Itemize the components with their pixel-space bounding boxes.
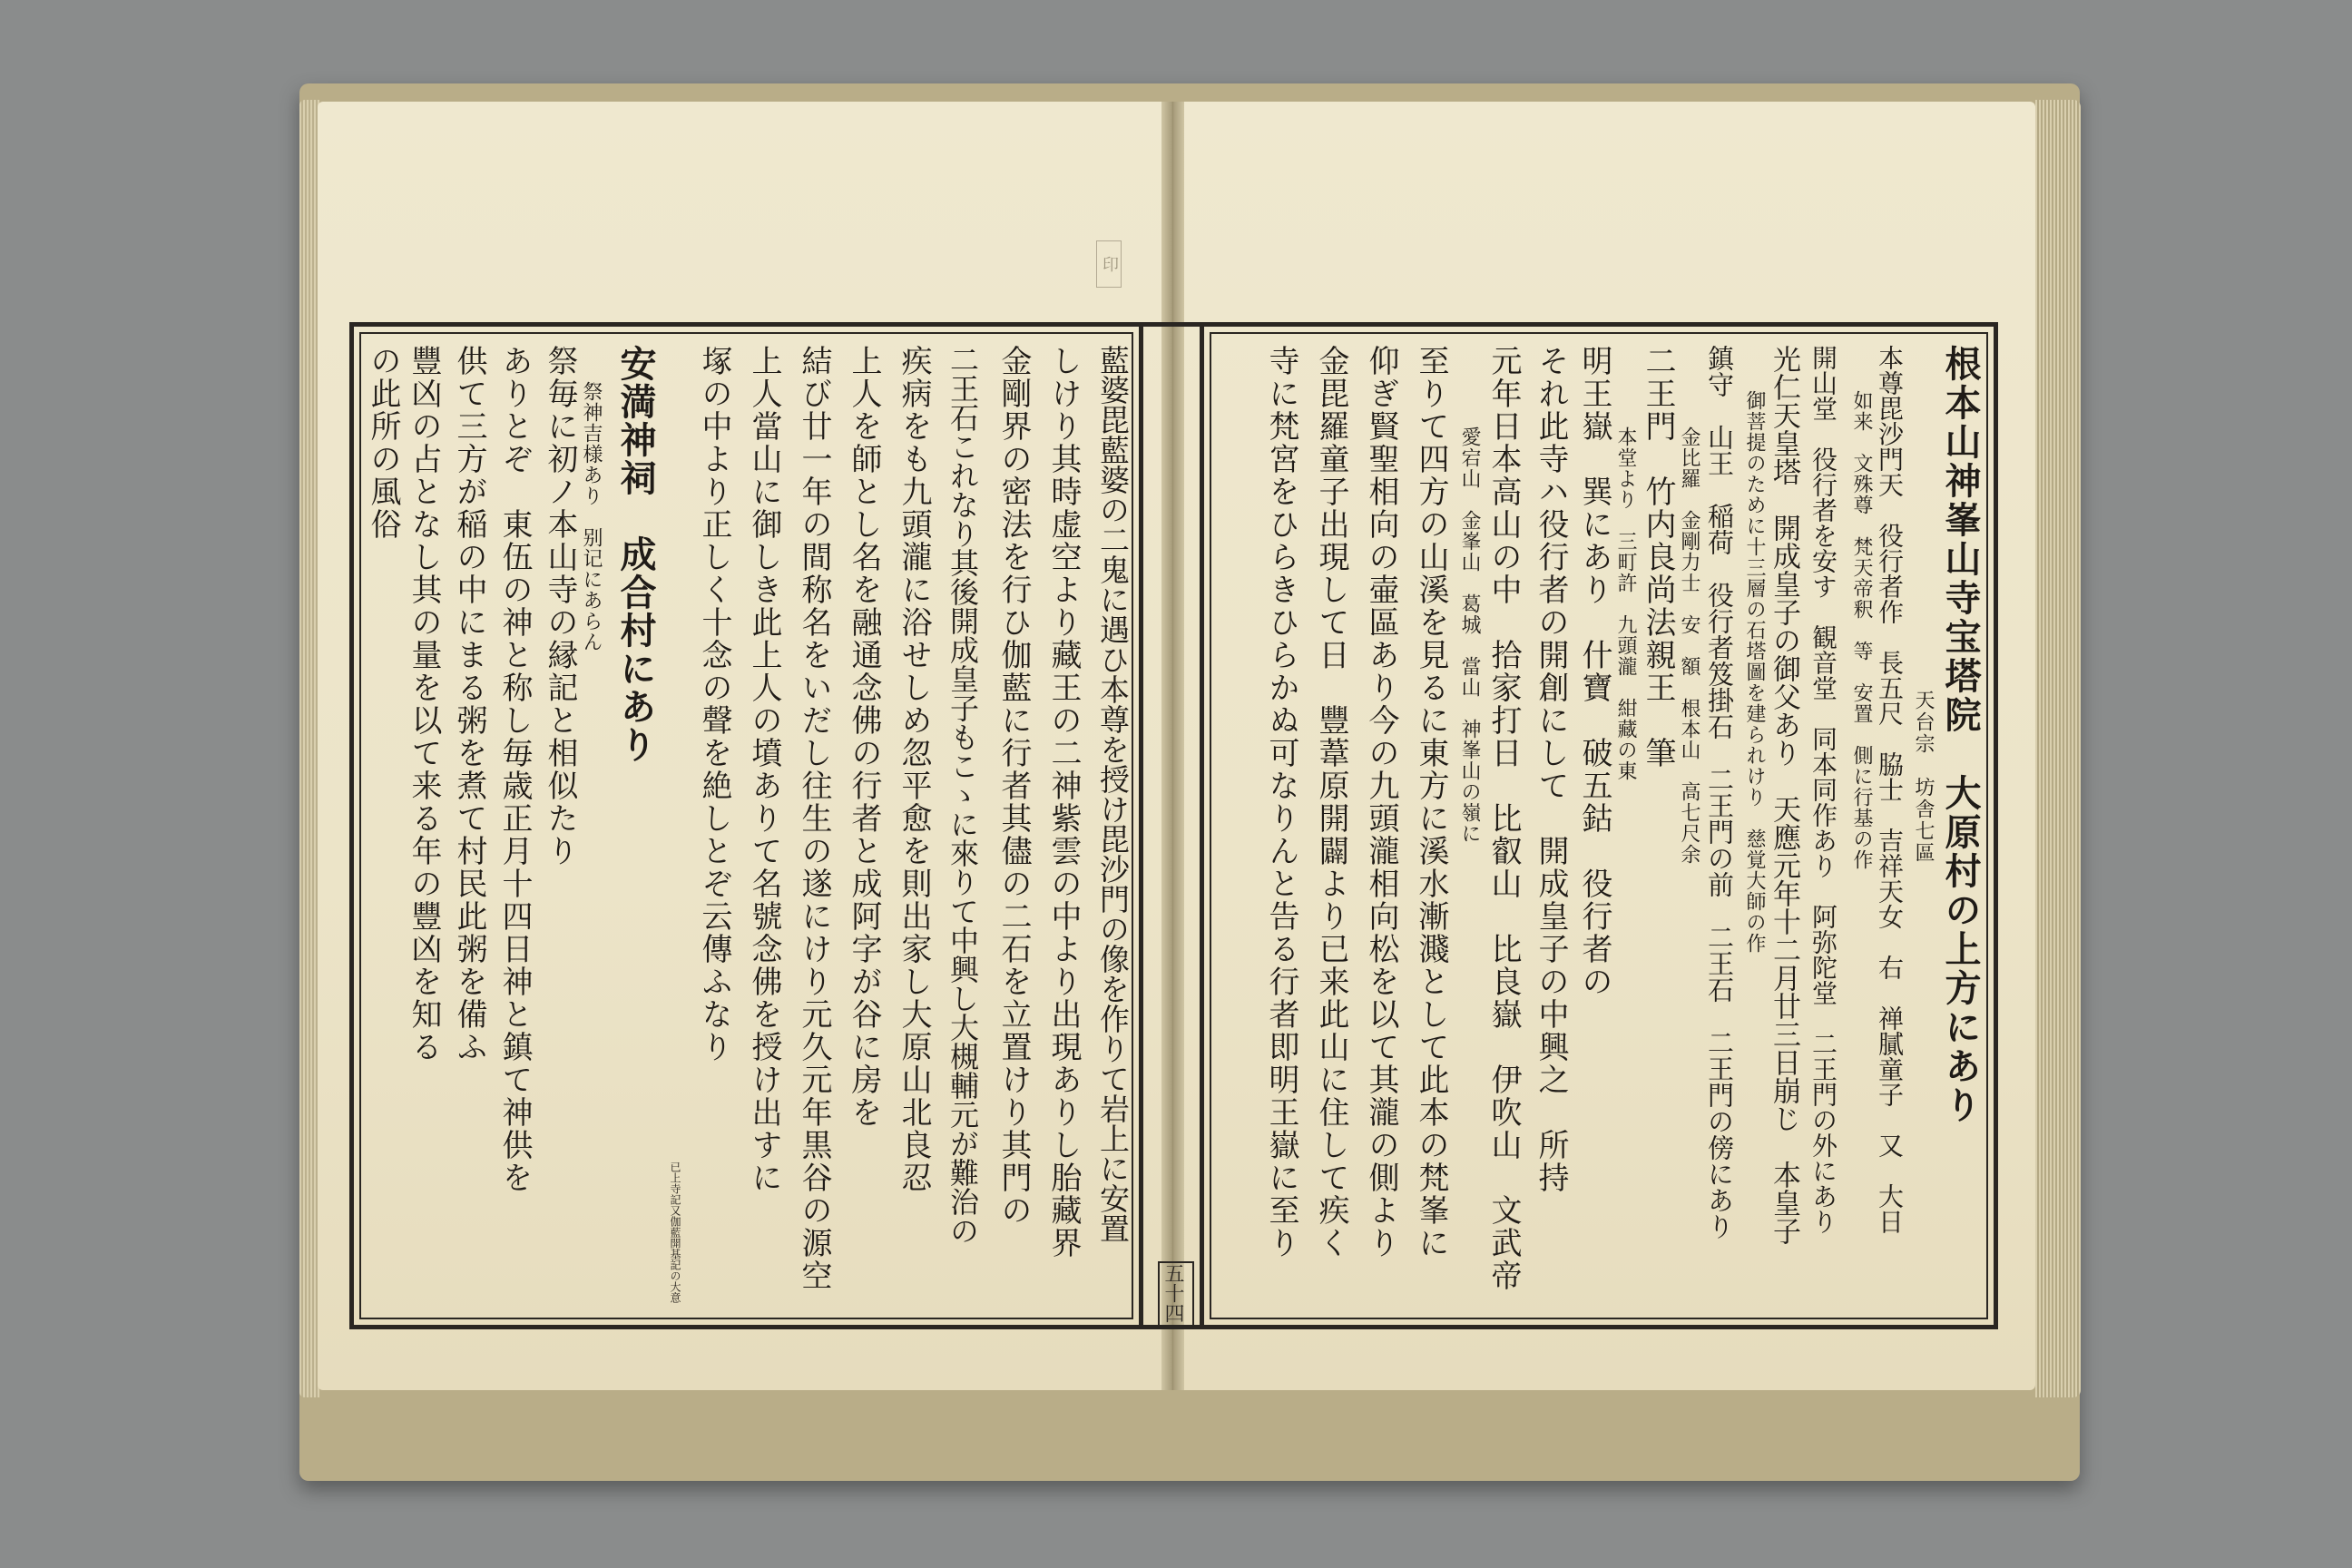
right-col: 金毘羅童子出現して日 豐葦原開闢より已来此山に住して疾く — [1313, 345, 1349, 1259]
right-col: 仰ぎ賢聖相向の壷區あり今の九頭瀧相向松を以て其瀧の側より — [1363, 345, 1399, 1259]
right-col: 愛宕山 金峯山 葛城 當山 神峯山の嶺に — [1458, 426, 1481, 844]
left-col: の此所の風俗 — [365, 345, 401, 541]
right-col: 本堂より 三町許 九頭瀧 紺藏の東 — [1614, 426, 1637, 781]
left-col: 結び廿一年の間称名をいだし往生の遂にけり元久元年黒谷の源空 — [796, 345, 832, 1292]
right-col: 至りて四方の山溪を見るに東方に溪水漸濺として此本の梵峯に — [1413, 345, 1449, 1259]
left-col: 塚の中より正しく十念の聲を絶しとぞ云傳ふなり — [696, 345, 732, 1063]
right-col: 御菩提のために十三層の石塔圖を建られけり 慈覚大師の作 — [1743, 390, 1766, 954]
right-col: 明王嶽 巽にあり 什寶 破五鈷 役行者の — [1576, 345, 1612, 998]
right-col: 寺に梵宮をひらきひらかぬ可なりんと告る行者即明王嶽に至り — [1263, 345, 1299, 1259]
center-band — [1143, 322, 1200, 1329]
left-col: ありとぞ 東伍の神と称し毎歳正月十四日神と鎮て神供を — [496, 345, 533, 1194]
folio-number: 五十四 — [1161, 1263, 1184, 1323]
left-col: 祭毎に初ノ本山寺の縁記と相似たり — [542, 345, 578, 867]
right-col: 開山堂 役行者を安す 観音堂 同本同作あり 阿弥陀堂 二王門の外にあり — [1808, 345, 1838, 1234]
right-col: 光仁天皇塔 開成皇子の御父あり 天應元年十二月廿三日崩じ 本皇子 — [1768, 345, 1800, 1245]
left-col: 豐凶の占となし其の量を以て来る年の豐凶を知る — [406, 345, 442, 1063]
left-col: 二王石これなり其後開成皇子もこゝに來りて中興し大槻輔元が難治の — [946, 345, 980, 1245]
left-col: 疾病をも九頭瀧に浴せしめ忽平愈を則出家し大原山北良忍 — [896, 345, 932, 1194]
left-col: 安満神祠 成合村にあり — [614, 345, 657, 764]
right-col: 天台宗 坊舎七區 — [1912, 690, 1935, 864]
right-col: 鎮守 山王 稲荷 役行者笈掛石 二王門の前 二王石 二王門の傍にあり — [1704, 345, 1735, 1240]
right-col: 金比羅 金剛力士 安 額 根本山 高七尺余 — [1678, 426, 1700, 865]
right-col: 元年日本高山の中 拾家打日 比叡山 比良嶽 伊吹山 文武帝 — [1485, 345, 1522, 1292]
right-col: それ此寺ハ役行者の開創にして 開成皇子の中興之 所持 — [1533, 345, 1569, 1194]
book-page-edges-right — [2035, 100, 2081, 1397]
left-col: 已上寺記又伽藍開基記の大意 — [669, 1161, 681, 1303]
left-col: しけり其時虚空より藏王の二神紫雲の中より出現ありし胎藏界 — [1045, 345, 1082, 1259]
ownership-stamp: 印 — [1096, 240, 1122, 288]
left-col: 金剛界の密法を行ひ伽藍に行者其儘の二石を立置けり其門の — [995, 345, 1032, 1227]
left-col: 上人當山に御しき此上人の墳ありて名號念佛を授け出すに — [746, 345, 782, 1194]
left-col: 供て三方が稲の中にまる粥を煮て村民此粥を備ふ — [451, 345, 487, 1063]
book-page-edges-left — [299, 100, 319, 1397]
left-col: 上人を師とし名を融通念佛の行者と成阿字が谷に房を — [846, 345, 882, 1129]
right-col: 本尊毘沙門天 役行者作 長五尺 脇士 吉祥天女 右 禅膩童子 又 大日 — [1875, 345, 1905, 1234]
right-col: 二王門 竹内良尚法親王 筆 — [1640, 345, 1676, 769]
left-col: 祭神吉様あり 别记にあらん — [580, 381, 603, 652]
left-col: 藍婆毘藍婆の二鬼に遇ひ本尊を授け毘沙門の像を作りて岩上に安置 — [1095, 345, 1131, 1243]
right-col: 如来 文殊尊 梵天帝釈 等 安置 側に行基の作 — [1850, 390, 1873, 870]
right-col: 根本山神峯山寺宝塔院 大原村の上方にあり — [1939, 345, 1982, 1125]
